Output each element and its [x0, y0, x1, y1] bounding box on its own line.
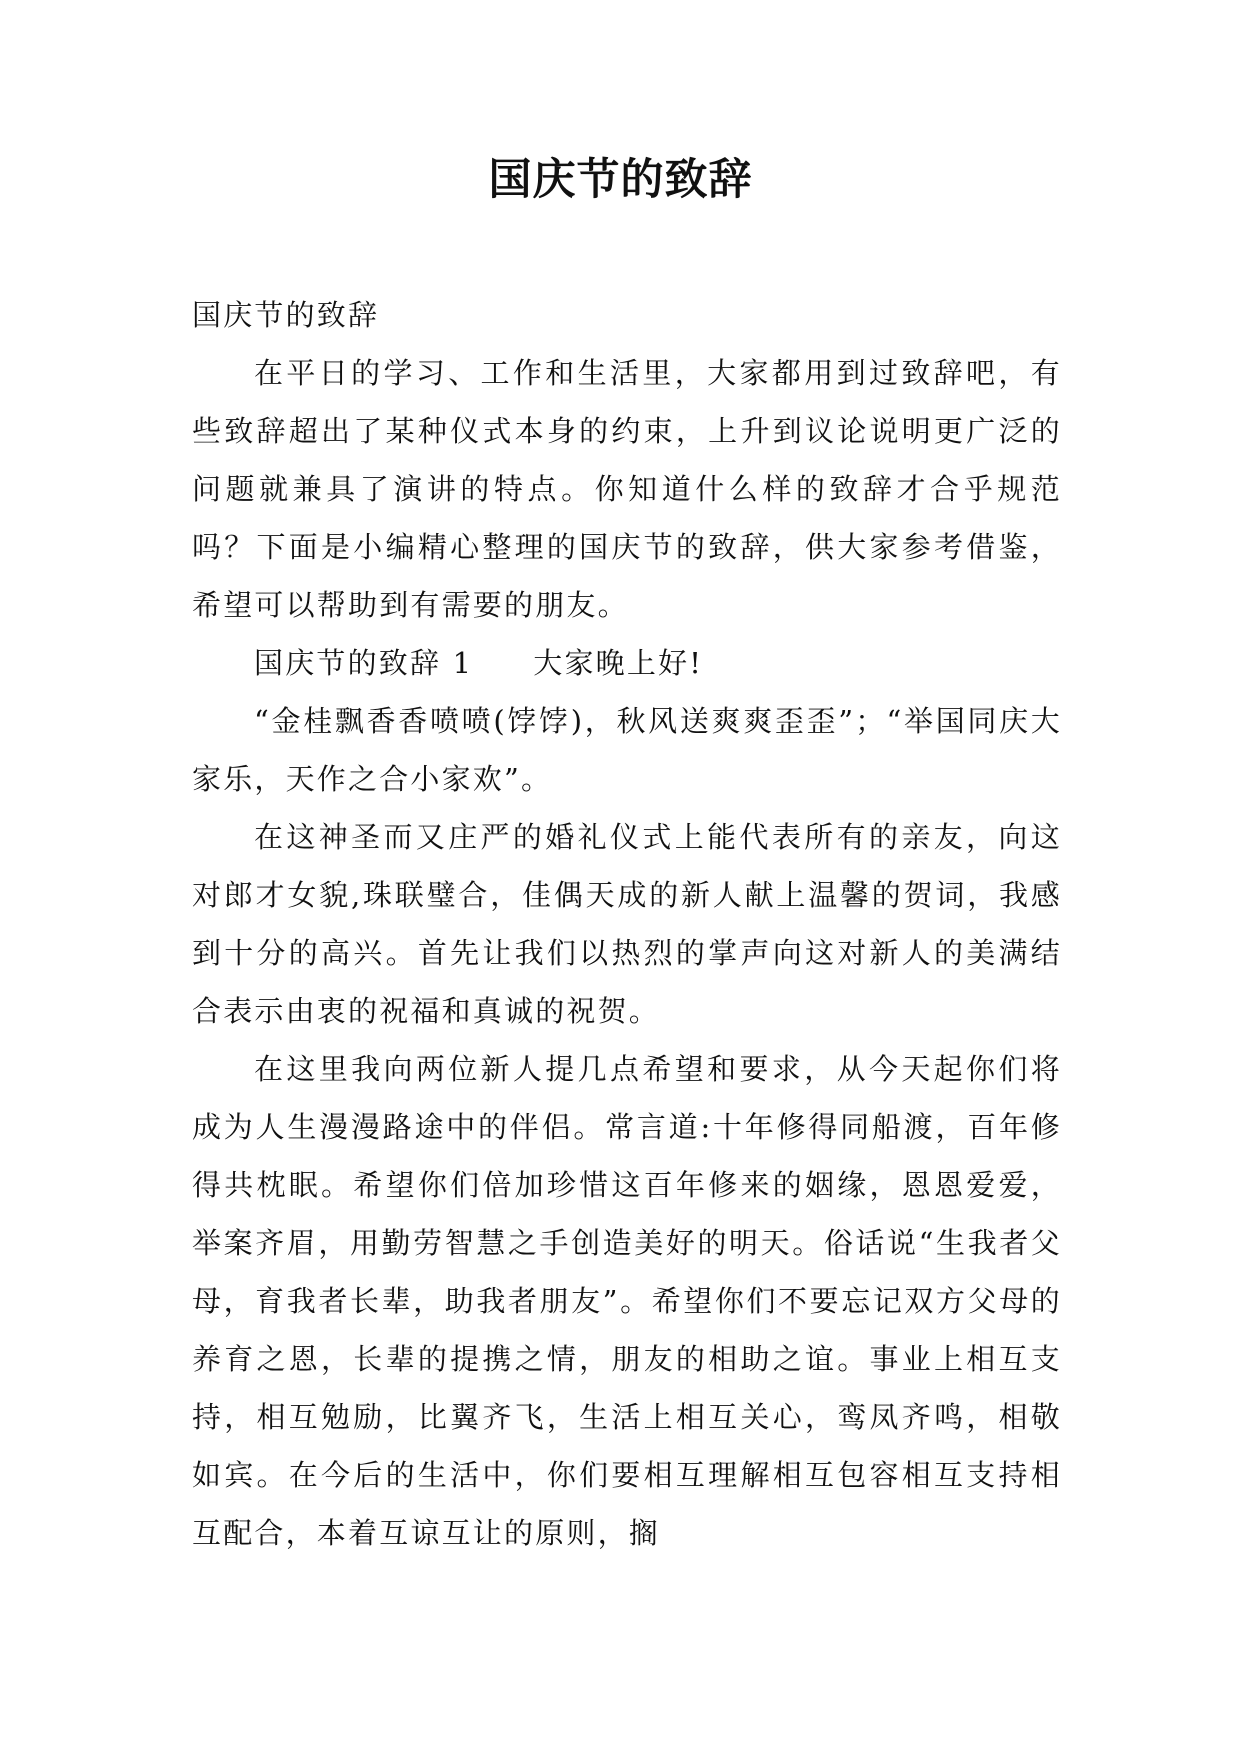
document-body [192, 286, 1062, 1562]
intro-paragraph: 在平日的学习、工作和生活里，大家都用到过致辞吧，有些致辞超出了某种仪式本身的约束，上升到议论说明更广泛的问题就兼具了演讲的特点。你知道什么样的致辞才合乎规范吗？下面是小编精心整理的国庆节的致辞，供大家参考借鉴，希望可以帮助到有需要的朋友。 [192, 356, 1062, 622]
subtitle: 国庆节的致辞 [192, 298, 380, 332]
section-heading-line [192, 634, 1062, 692]
section-heading: 国庆节的致辞 1 [254, 646, 474, 680]
greeting: 大家晚上好! [533, 646, 704, 680]
body-paragraph: 在这神圣而又庄严的婚礼仪式上能代表所有的亲友，向这对郎才女貌,珠联璧合，佳偶天成的新人献上温馨的贺词，我感到十分的高兴。首先让我们以热烈的掌声向这对新人的美满结合表示由衷的祝福和真诚的祝贺。 [192, 820, 1062, 1028]
document-title: 国庆节的致辞 [488, 155, 753, 205]
body-paragraph: 在这里我向两位新人提几点希望和要求，从今天起你们将成为人生漫漫路途中的伴侣。常言道:十年修得同船渡，百年修得共枕眠。希望你们倍加珍惜这百年修来的姻缘，恩恩爱爱，举案齐眉，用勤劳智慧之手创造美好的明天。俗话说“生我者父母，育我者长辈，助我者朋友”。希望你们不要忘记双方父母的养育之恩，长辈的提携之情，朋友的相助之谊。事业上相互支持，相互勉励，比翼齐飞，生活上相互关心，鸾凤齐鸣，相敬如宾。在今后的生活中，你们要相互理解相互包容相互支持相互配合，本着互谅互让的原则，搁 [192, 1052, 1062, 1550]
body-paragraph: “金桂飘香香喷喷(饽饽)，秋风送爽爽歪歪”；“举国同庆大家乐，天作之合小家欢”。 [192, 704, 1062, 796]
